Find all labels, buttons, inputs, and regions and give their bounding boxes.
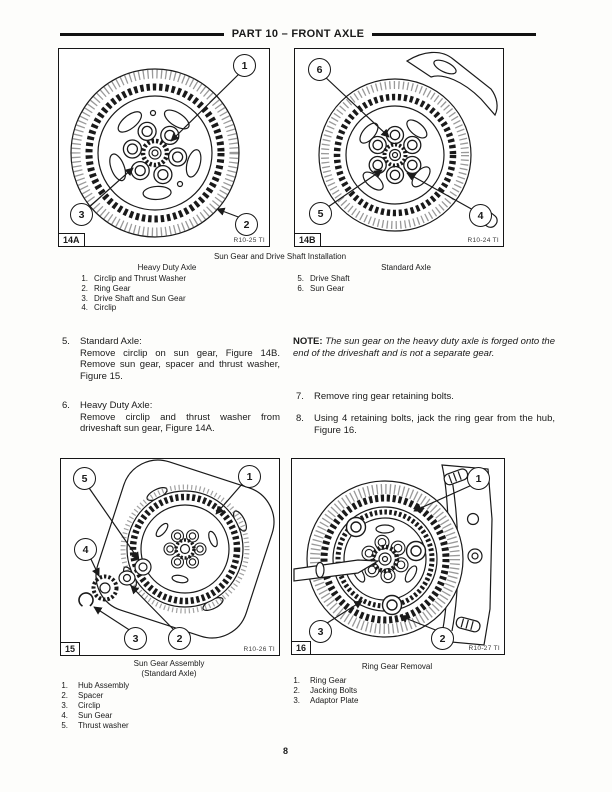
figure-16-legend-list (290, 676, 358, 706)
page-number: 8 (283, 746, 289, 756)
step-text: Remove circlip and thrust washer from driveshaft sun gear, Figure 14A. (80, 411, 280, 435)
figure-label: 14A (58, 233, 85, 247)
callout-number: 5 (317, 207, 324, 220)
caption-line: (Standard Axle) (141, 668, 197, 678)
callout (70, 203, 93, 226)
figure-16-caption: Ring Gear Removal (361, 662, 433, 671)
header-rule-right (372, 33, 536, 36)
callout-number: 1 (246, 470, 253, 483)
step-number: 6. (62, 400, 70, 411)
step-number: 8. (296, 413, 304, 424)
figure-ref-code: R10-27 TI (468, 645, 500, 652)
step-8 (296, 413, 555, 436)
legend-item: 1. Circlip and Thrust Washer (81, 274, 187, 283)
note-block (293, 336, 555, 359)
step-title: Standard Axle: (80, 336, 142, 347)
legend-item: 1. Ring Gear (293, 676, 347, 685)
callout (308, 58, 331, 81)
figure-15 (60, 458, 280, 656)
callout (309, 620, 332, 643)
legend-item: 4. Sun Gear (61, 711, 113, 720)
step-number: 5. (62, 336, 70, 347)
callout (168, 627, 191, 650)
callout (431, 627, 454, 650)
callout (73, 467, 96, 490)
callout-number: 4 (477, 209, 484, 222)
legend-item: 2. Ring Gear (81, 283, 131, 293)
legend-item: 5. Drive Shaft (297, 274, 350, 283)
step-text: Remove ring gear retaining bolts. (314, 391, 454, 402)
callout-number: 2 (243, 218, 250, 231)
callout-number: 2 (439, 632, 446, 645)
figure-label: 15 (60, 642, 80, 656)
legend-item: 2. Jacking Bolts (293, 686, 358, 695)
step-number: 7. (296, 391, 304, 402)
figure-15-legend-list (58, 681, 129, 731)
header-rule-left (60, 33, 224, 36)
callout (74, 538, 97, 561)
note-label: NOTE: (293, 336, 323, 347)
caption-line: Sun Gear Assembly (133, 659, 205, 668)
callout (467, 467, 490, 490)
step-5 (62, 336, 280, 382)
callout (309, 202, 332, 225)
figure-label: 14B (294, 233, 321, 247)
callout-number: 3 (317, 625, 324, 638)
heavy-duty-legend-list (78, 274, 186, 313)
note-text: The sun gear on the heavy duty axle is forged onto the end of the driveshaft and is not a separate gear. (293, 336, 555, 359)
page-header (60, 28, 536, 40)
figure-ref-code: R10-24 TI (467, 237, 499, 244)
legend-item: 2. Spacer (61, 691, 104, 700)
legend-item: 5. Thrust washer (61, 721, 129, 730)
callout-number: 3 (132, 632, 139, 645)
callout-number: 4 (82, 543, 89, 556)
callout (469, 204, 492, 227)
legend-item: 3. Adaptor Plate (293, 696, 359, 705)
callout-number: 6 (316, 63, 323, 76)
legend-item: 1. Hub Assembly (61, 681, 130, 690)
step-7 (296, 391, 555, 403)
callout-number: 5 (81, 472, 88, 485)
callout-number: 2 (176, 632, 183, 645)
figure-15-caption (60, 659, 278, 678)
standard-legend-list (294, 274, 350, 294)
legend-item: 4. Circlip (81, 303, 117, 313)
heavy-duty-axle-heading: Heavy Duty Axle (137, 263, 197, 272)
callout-number: 1 (475, 472, 482, 485)
figure-16 (291, 458, 505, 655)
figure-14a (58, 48, 270, 247)
callout (233, 54, 256, 77)
step-text: Using 4 retaining bolts, jack the ring gear from the hub, Figure 16. (314, 413, 555, 436)
figure-label: 16 (291, 641, 311, 655)
step-title: Heavy Duty Axle: (80, 400, 153, 411)
step-6 (62, 400, 280, 435)
page-title: PART 10 – FRONT AXLE (231, 28, 365, 40)
callout (124, 627, 147, 650)
callout-number: 1 (241, 59, 248, 72)
callout (238, 465, 261, 488)
legend-item: 6. Sun Gear (297, 283, 345, 293)
callout-number: 3 (78, 208, 85, 221)
legend-item: 3. Circlip (61, 701, 101, 710)
standard-axle-heading: Standard Axle (381, 263, 431, 272)
figure-14b (294, 48, 504, 247)
figure-ref-code: R10-25 TI (233, 237, 265, 244)
figure-ref-code: R10-26 TI (243, 646, 275, 653)
callout (235, 213, 258, 236)
step-text: Remove circlip on sun gear, Figure 14B. Remove sun gear, spacer and thrust washer, Figure 15. (80, 347, 280, 382)
top-figure-caption: Sun Gear and Drive Shaft Installation (213, 252, 347, 261)
legend-item: 3. Drive Shaft and Sun Gear (81, 293, 186, 303)
